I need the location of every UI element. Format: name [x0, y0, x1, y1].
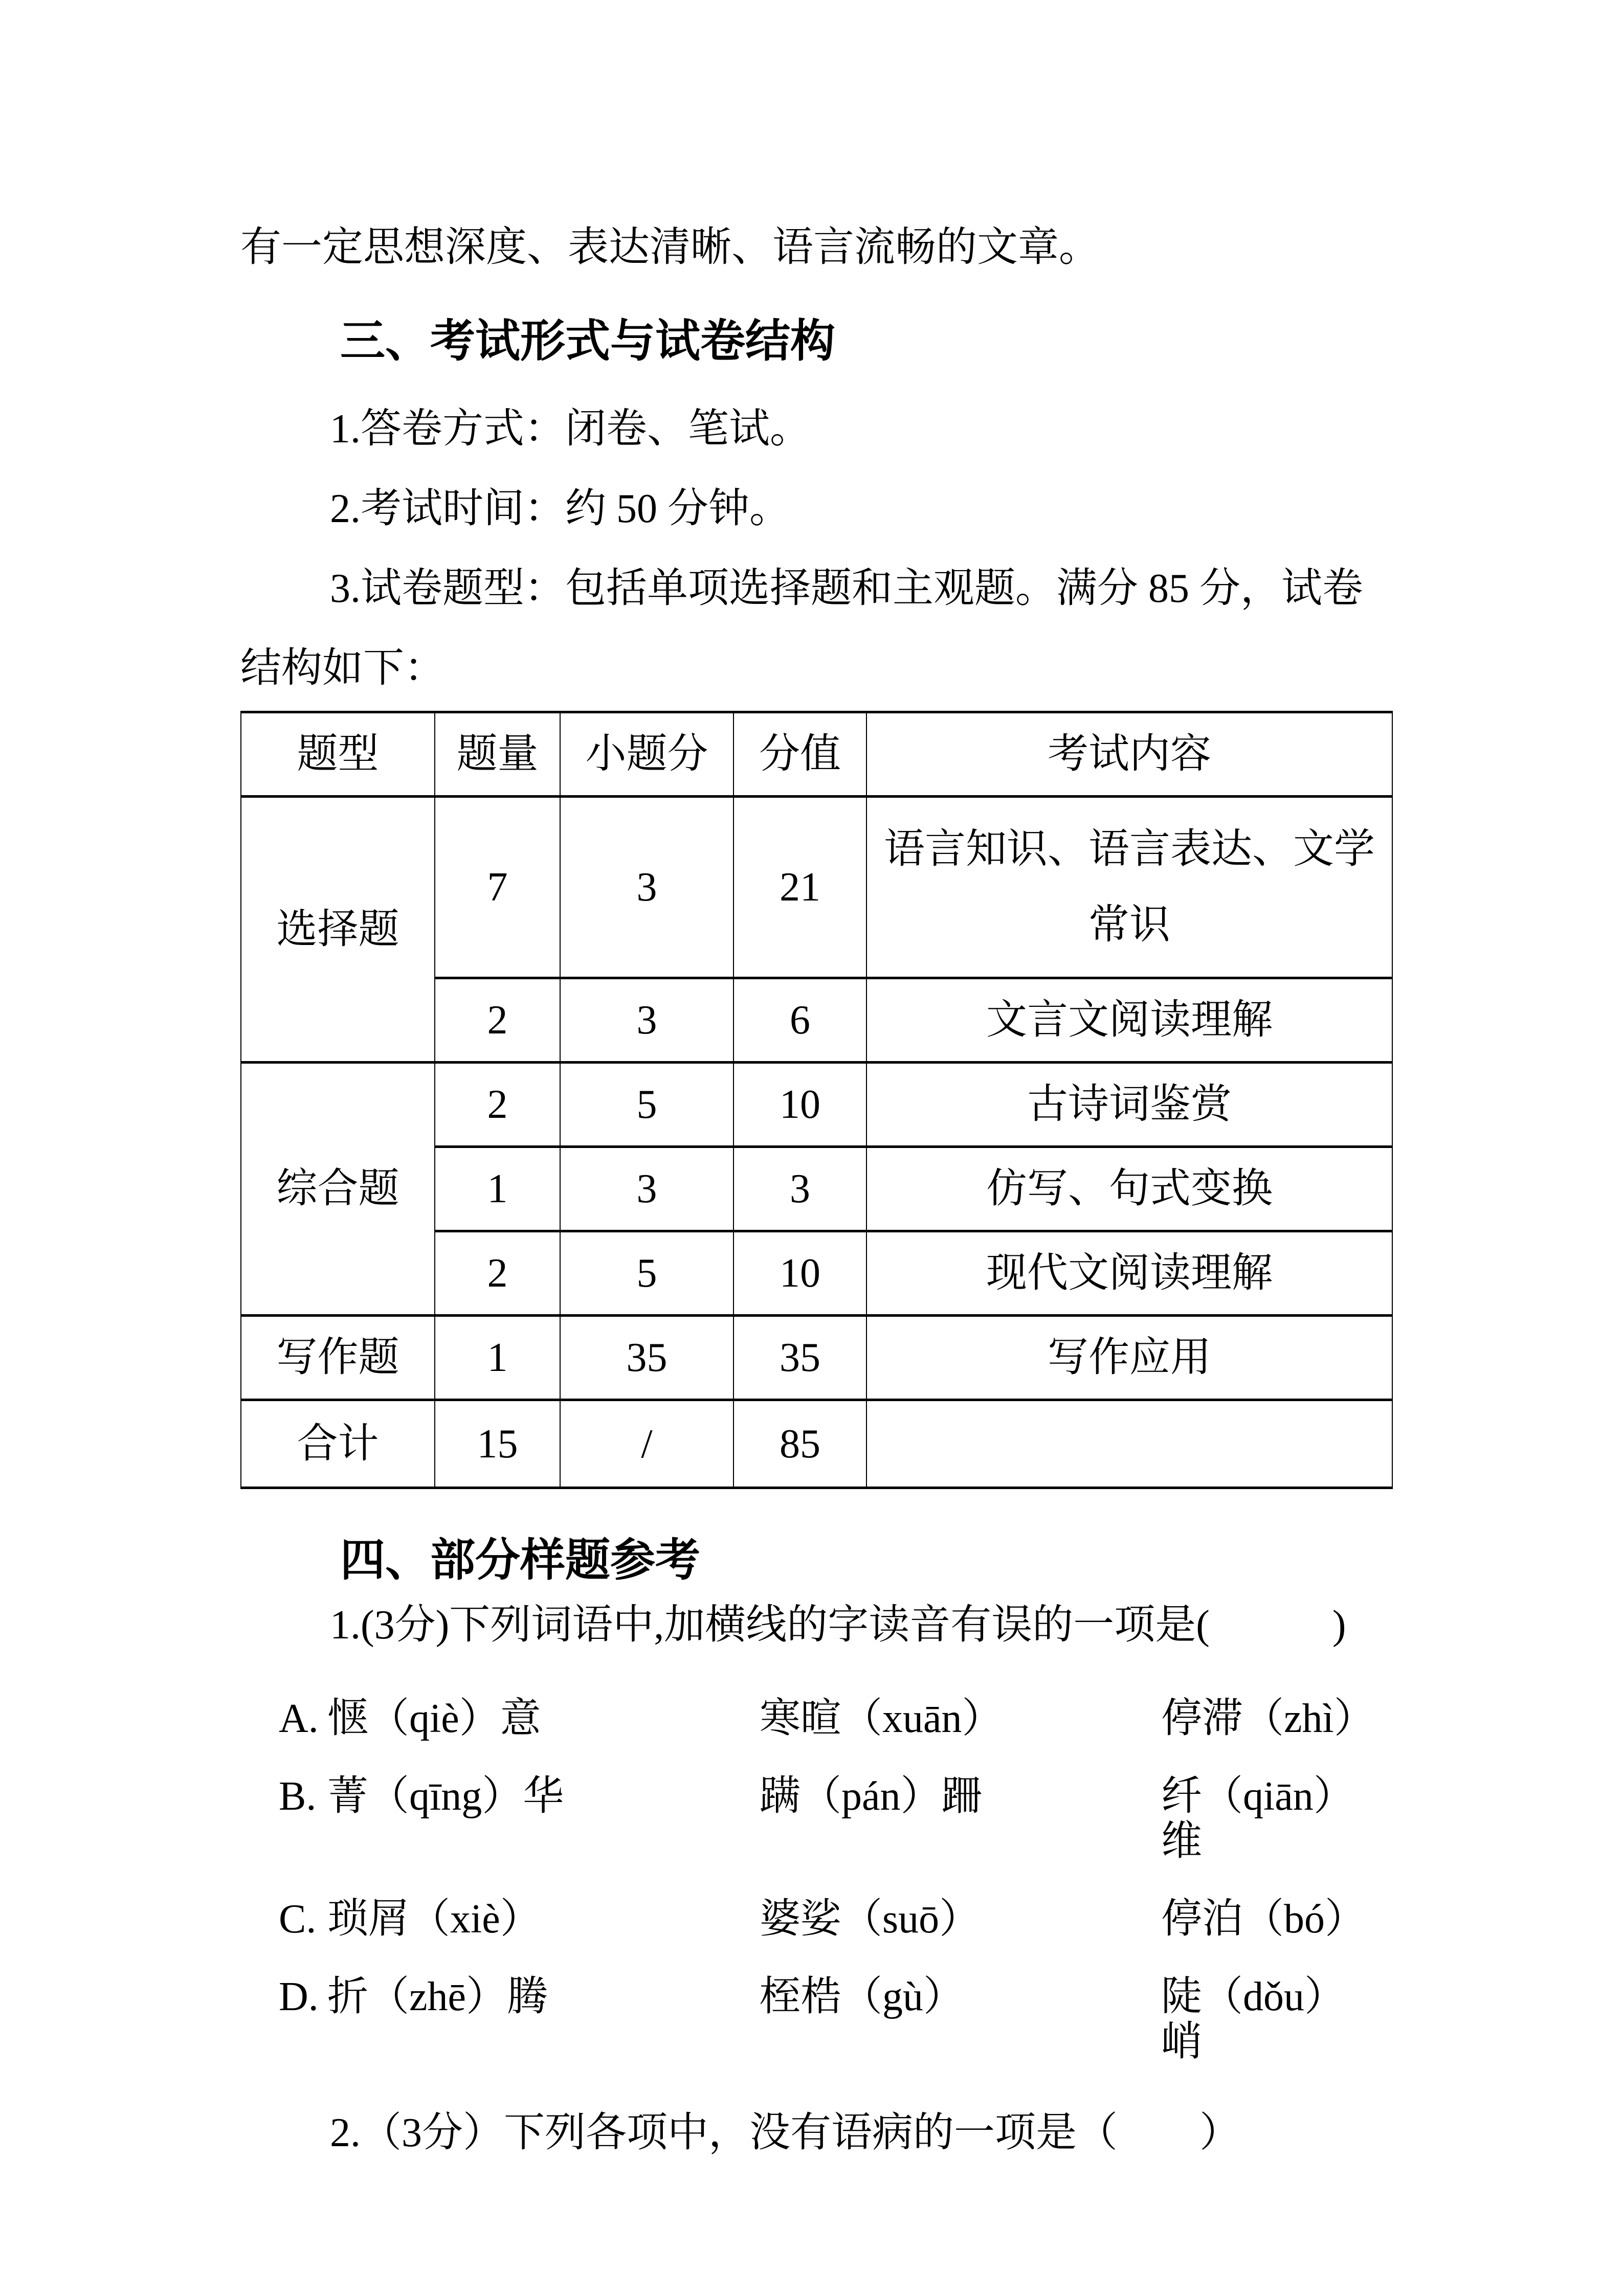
cell-per-item-score: 35	[560, 1316, 733, 1400]
option-row-d	[279, 1974, 1384, 2064]
item-exam-duration: 2.考试时间：约 50 分钟。	[330, 486, 790, 531]
col-header-exam-content: 考试内容	[866, 712, 1392, 797]
cell-question-count: 15	[435, 1400, 560, 1488]
cell-per-item-score: 3	[560, 797, 733, 978]
cell-per-item-score: 3	[560, 1147, 733, 1231]
cell-exam-content: 仿写、句式变换	[866, 1147, 1392, 1231]
cell-points: 85	[733, 1400, 866, 1488]
option-d-term-1: 折（zhē）腾	[327, 1974, 548, 2019]
cell-group-total: 合计	[241, 1400, 435, 1488]
option-a-term-2: 寒暄（xuān）	[760, 1696, 1003, 1741]
item-paper-types: 3.试卷题型：包括单项选择题和主观题。满分 85 分，试卷	[330, 566, 1363, 611]
cell-points: 3	[733, 1147, 866, 1231]
cell-points: 10	[733, 1063, 866, 1147]
cell-question-count: 1	[435, 1147, 560, 1231]
cell-points: 35	[733, 1316, 866, 1400]
option-d-term-3: 陡（dǒu）峭	[1161, 1974, 1345, 2064]
table-row	[241, 1316, 1392, 1400]
option-b-label: B.	[279, 1774, 317, 1819]
cell-per-item-score: 3	[560, 978, 733, 1063]
cell-exam-content: 写作应用	[866, 1316, 1392, 1400]
cell-group-writing-questions: 写作题	[241, 1316, 435, 1400]
item-answer-mode: 1.答卷方式：闭卷、笔试。	[330, 407, 811, 452]
col-header-per-item-score: 小题分	[560, 712, 733, 797]
cell-points: 6	[733, 978, 866, 1063]
option-b-term-2: 蹒（pán）跚	[760, 1774, 983, 1819]
option-d-term-2: 桎梏（gù）	[760, 1974, 964, 2019]
table-row-total	[241, 1400, 1392, 1488]
cell-exam-content: 古诗词鉴赏	[866, 1063, 1392, 1147]
option-c-term-1: 琐屑（xiè）	[327, 1897, 541, 1942]
option-row-b	[279, 1774, 1384, 1864]
cell-points: 10	[733, 1231, 866, 1316]
option-c-label: C.	[279, 1897, 317, 1942]
option-a-term-3: 停滞（zhì）	[1161, 1696, 1375, 1741]
exam-structure-table	[240, 711, 1393, 1489]
option-d-label: D.	[279, 1974, 319, 2019]
intro-paragraph: 有一定思想深度、表达清晰、语言流畅的文章。	[240, 225, 1100, 270]
cell-question-count: 2	[435, 1063, 560, 1147]
item-paper-types-continuation: 结构如下：	[240, 646, 445, 691]
option-c-term-2: 婆娑（suō）	[760, 1897, 981, 1942]
option-b-term-1: 菁（qīng）华	[327, 1774, 564, 1819]
table-row	[241, 797, 1392, 978]
col-header-question-count: 题量	[435, 712, 560, 797]
cell-question-count: 2	[435, 1231, 560, 1316]
cell-exam-content: 语言知识、语言表达、文学常识	[866, 797, 1392, 978]
cell-group-comprehensive-questions: 综合题	[241, 1063, 435, 1316]
option-b-term-3: 纤（qiān）维	[1161, 1774, 1354, 1864]
cell-group-choice-questions: 选择题	[241, 797, 435, 1063]
cell-exam-content: 现代文阅读理解	[866, 1231, 1392, 1316]
col-header-points: 分值	[733, 712, 866, 797]
cell-question-count: 2	[435, 978, 560, 1063]
question-2-stem: 2.（3分）下列各项中，没有语病的一项是（ ）	[330, 2110, 1240, 2155]
cell-per-item-score: 5	[560, 1063, 733, 1147]
cell-question-count: 1	[435, 1316, 560, 1400]
option-a-label: A.	[279, 1696, 319, 1741]
cell-exam-content: 文言文阅读理解	[866, 978, 1392, 1063]
col-header-question-type: 题型	[241, 712, 435, 797]
option-row-c	[279, 1897, 1384, 1942]
option-a-term-1: 惬（qiè）意	[327, 1696, 541, 1741]
table-row	[241, 1063, 1392, 1147]
cell-question-count: 7	[435, 797, 560, 978]
cell-exam-content	[866, 1400, 1392, 1488]
cell-per-item-score: 5	[560, 1231, 733, 1316]
cell-per-item-score: /	[560, 1400, 733, 1488]
option-c-term-3: 停泊（bó）	[1161, 1897, 1366, 1942]
section-heading-exam-format: 三、考试形式与试卷结构	[340, 316, 836, 366]
question-1-stem: 1.(3分)下列词语中,加横线的字读音有误的一项是( )	[330, 1603, 1346, 1648]
option-row-a	[279, 1696, 1384, 1741]
cell-points: 21	[733, 797, 866, 978]
section-heading-sample-questions: 四、部分样题参考	[340, 1535, 701, 1585]
table-header-row	[241, 712, 1392, 797]
